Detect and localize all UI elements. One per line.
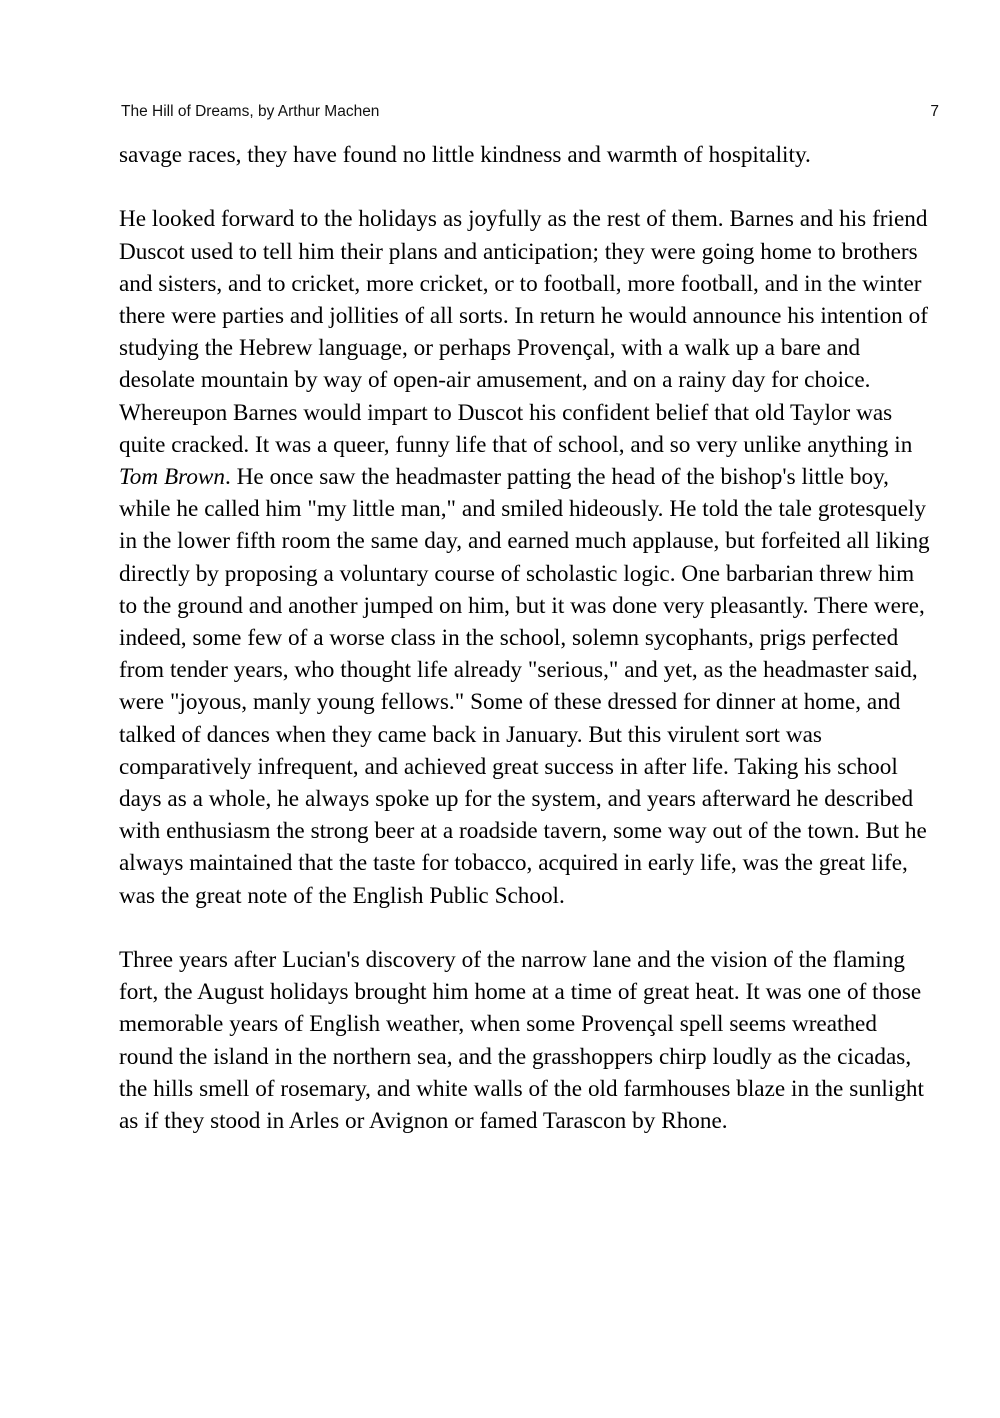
- paragraph-continuation: savage races, they have found no little kindness and warmth of hospitality.: [119, 142, 811, 168]
- header-page-number: 7: [930, 103, 939, 120]
- running-header: [121, 103, 939, 123]
- book-title-tom-brown: Tom Brown: [119, 464, 225, 491]
- paragraph-text-part-1: He looked forward to the holidays as joyfully as the rest of them. Barnes and his friend Duscot used to tell him their plans and anticipation; they were going home to brothers and sisters, and to cricket, more cricket, or to football, more football, and in the winter there were parties and jollities of all sorts. In return he would announce his intention of studying the Hebrew language, or perhaps Provençal, with a walk up a bare and desolate mountain by way of open-air amusement, and on a rainy day for choice. Whereupon Barnes would impart to Duscot his confident belief that old Taylor was quite cracked. It was a queer, funny life that of school, and so very unlike anything in: [119, 206, 928, 458]
- paragraph-august-holidays: Three years after Lucian's discovery of the narrow lane and the vision of the flaming fort, the August holidays brought him home at a time of great heat. It was one of those memorable years of English weather, when some Provençal spell seems wreathed round the island in the northern sea, and the grasshoppers chirp loudly as the cicadas, the hills smell of rosemary, and white walls of the old farmhouses blaze in the sunlight as if they stood in Arles or Avignon or famed Tarascon by Rhone.: [119, 947, 924, 1135]
- header-book-title: The Hill of Dreams, by Arthur Machen: [121, 103, 380, 120]
- paragraph-school-days: [119, 203, 935, 911]
- paragraph-text-part-2: . He once saw the headmaster patting the head of the bishop's little boy, while he called him "my little man," and smiled hideously. He told the tale grotesquely in the lower fifth room the same day, and earned much applause, but forfeited all liking directly by proposing a voluntary course of scholastic logic. One barbarian threw him to the ground and another jumped on him, but it was done very pleasantly. There were, indeed, some few of a worse class in the school, solemn sycophants, prigs perfected from tender years, who thought life already "serious," and yet, as the headmaster said, were "joyous, manly young fellows." Some of these dressed for dinner at home, and talked of dances when they came back in January. But this virulent sort was comparatively infrequent, and achieved great success in after life. Taking his school days as a whole, he always spoke up for the system, and years afterward he described with enthusiasm the strong beer at a roadside tavern, some way out of the town. But he always maintained that the taste for tobacco, acquired in early life, was the great life, was the great note of the English Public School.: [119, 464, 930, 909]
- body-text-column: [119, 139, 935, 1137]
